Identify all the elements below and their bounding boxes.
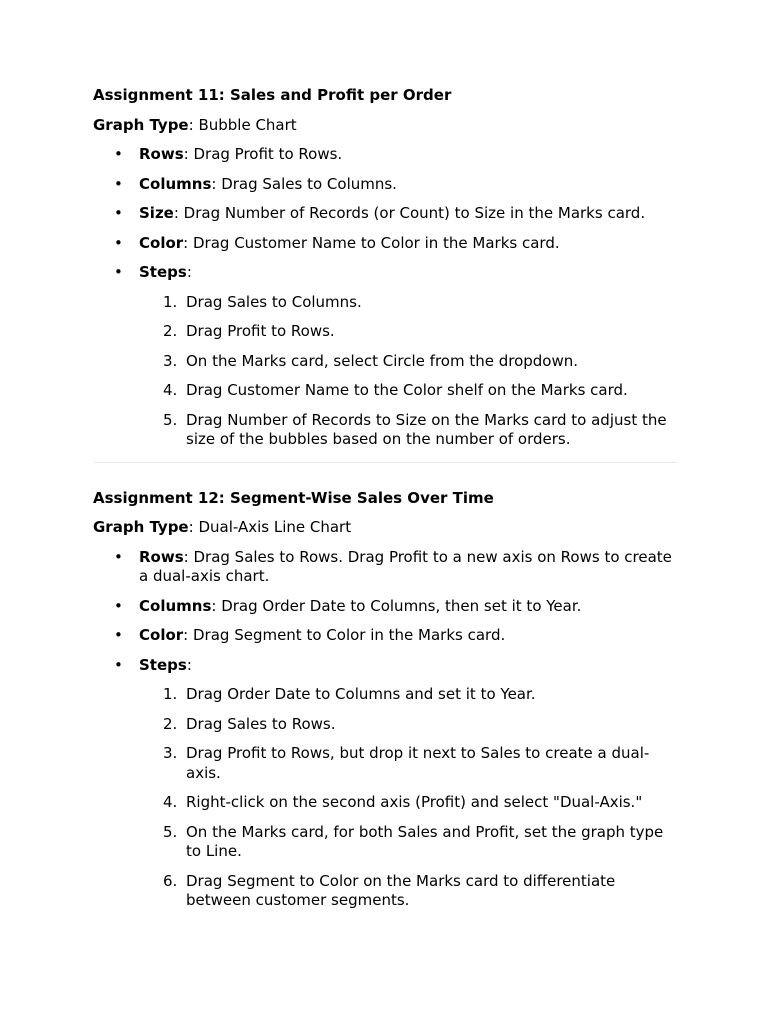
step-number: 4. bbox=[163, 381, 178, 399]
section-divider bbox=[93, 462, 678, 463]
bullet-label: Color bbox=[139, 626, 184, 644]
step-item bbox=[139, 381, 678, 401]
bullet-text: : bbox=[186, 655, 192, 674]
bullet-label: Rows bbox=[139, 145, 184, 163]
bullet-text: : Drag Order Date to Columns, then set it to Year. bbox=[211, 596, 582, 615]
bullet-text: : Drag Segment to Color in the Marks card. bbox=[183, 626, 506, 644]
graph-type-value: : Bubble Chart bbox=[188, 115, 297, 134]
graph-type-line bbox=[93, 518, 678, 538]
instruction-list bbox=[93, 548, 678, 911]
step-item bbox=[139, 322, 678, 342]
bullet-steps bbox=[93, 656, 678, 911]
bullet-color bbox=[93, 234, 678, 254]
bullet-color bbox=[93, 626, 678, 646]
assignment-11-section bbox=[93, 86, 678, 450]
bullet-rows bbox=[93, 145, 678, 165]
step-text: Drag Sales to Columns. bbox=[186, 292, 362, 311]
assignment-12-section bbox=[93, 489, 678, 911]
step-text: Drag Customer Name to the Color shelf on the Marks card. bbox=[186, 381, 628, 399]
step-number: 2. bbox=[163, 322, 178, 340]
bullet-label: Steps bbox=[139, 263, 187, 281]
step-number: 5. bbox=[163, 410, 178, 429]
step-text: On the Marks card, for both Sales and Profit, set the graph type to Line. bbox=[186, 822, 664, 860]
bullet-steps bbox=[93, 263, 678, 450]
step-number: 1. bbox=[163, 685, 178, 703]
steps-list bbox=[139, 685, 678, 911]
instruction-list bbox=[93, 145, 678, 450]
step-item bbox=[139, 823, 678, 862]
step-item bbox=[139, 744, 678, 783]
bullet-text: : Drag Number of Records (or Count) to Size in the Marks card. bbox=[173, 204, 646, 222]
step-item bbox=[139, 793, 678, 813]
assignment-title: Assignment 11: Sales and Profit per Order bbox=[93, 86, 452, 104]
steps-list bbox=[139, 293, 678, 450]
step-text: Drag Number of Records to Size on the Marks card to adjust the size of the bubbles based on the number of orders. bbox=[186, 410, 667, 448]
step-item bbox=[139, 872, 678, 911]
bullet-label: Rows bbox=[139, 547, 184, 566]
step-text: On the Marks card, select Circle from the dropdown. bbox=[186, 351, 579, 370]
step-item bbox=[139, 685, 678, 705]
step-text: Drag Profit to Rows. bbox=[186, 322, 335, 340]
bullet-text: : Drag Profit to Rows. bbox=[183, 145, 343, 163]
graph-type-line bbox=[93, 116, 678, 136]
step-text: Drag Order Date to Columns and set it to Year. bbox=[186, 685, 536, 703]
bullet-text: : Drag Customer Name to Color in the Marks card. bbox=[183, 233, 560, 252]
bullet-label: Size bbox=[139, 204, 174, 222]
graph-type-label: Graph Type bbox=[93, 518, 189, 536]
bullet-label: Color bbox=[139, 233, 184, 252]
step-number: 1. bbox=[163, 292, 178, 311]
step-item bbox=[139, 411, 678, 450]
step-number: 2. bbox=[163, 714, 178, 733]
bullet-label: Steps bbox=[139, 655, 187, 674]
document-page bbox=[93, 86, 678, 921]
step-text: Right-click on the second axis (Profit) and select "Dual-Axis." bbox=[186, 793, 643, 811]
bullet-text: : bbox=[186, 263, 192, 281]
graph-type-value: : Dual-Axis Line Chart bbox=[188, 518, 352, 536]
bullet-columns bbox=[93, 597, 678, 617]
step-text: Drag Sales to Rows. bbox=[186, 714, 336, 733]
bullet-label: Columns bbox=[139, 174, 212, 193]
step-number: 3. bbox=[163, 351, 178, 370]
bullet-label: Columns bbox=[139, 596, 212, 615]
step-number: 3. bbox=[163, 744, 178, 762]
bullet-size bbox=[93, 204, 678, 224]
step-text: Drag Segment to Color on the Marks card to differentiate between customer segments. bbox=[186, 871, 616, 909]
step-text: Drag Profit to Rows, but drop it next to Sales to create a dual-axis. bbox=[186, 744, 650, 782]
step-item bbox=[139, 293, 678, 313]
step-number: 5. bbox=[163, 822, 178, 841]
bullet-text: : Drag Sales to Rows. Drag Profit to a new axis on Rows to create a dual-axis chart. bbox=[139, 547, 672, 585]
step-number: 4. bbox=[163, 793, 178, 811]
assignment-title: Assignment 12: Segment-Wise Sales Over Time bbox=[93, 488, 494, 507]
graph-type-label: Graph Type bbox=[93, 115, 189, 134]
step-item bbox=[139, 352, 678, 372]
bullet-rows bbox=[93, 548, 678, 587]
step-number: 6. bbox=[163, 871, 178, 890]
bullet-text: : Drag Sales to Columns. bbox=[211, 174, 397, 193]
bullet-columns bbox=[93, 175, 678, 195]
step-item bbox=[139, 715, 678, 735]
